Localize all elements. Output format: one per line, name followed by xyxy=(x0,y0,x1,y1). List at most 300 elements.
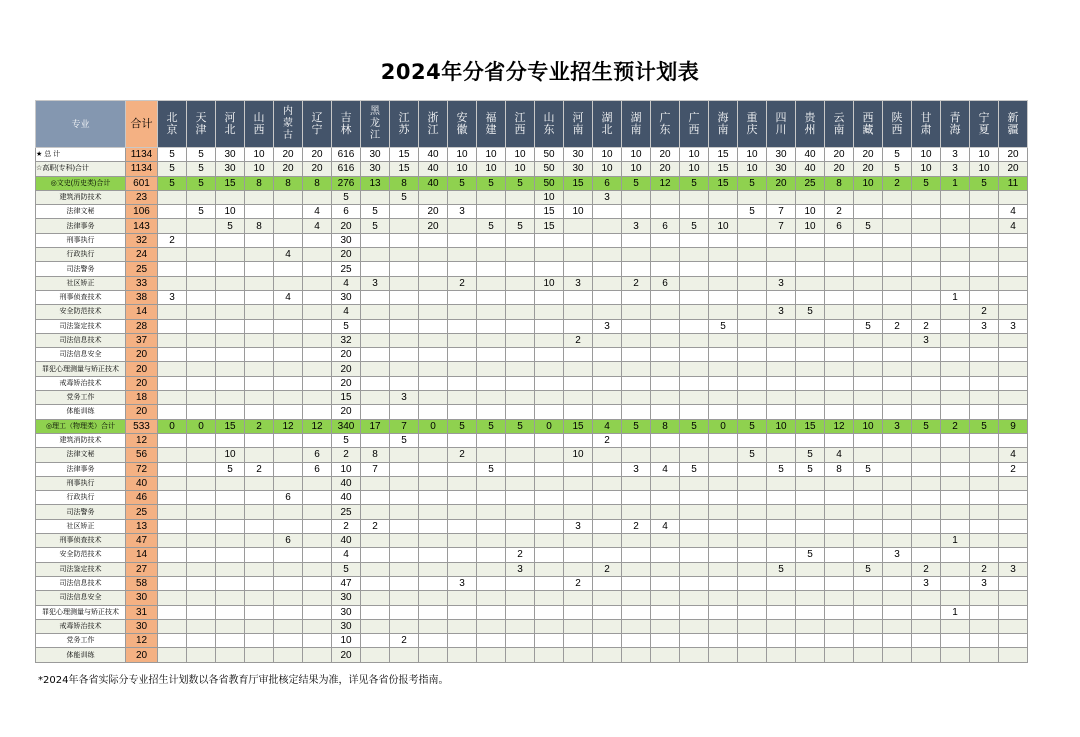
row-cell xyxy=(361,562,390,576)
row-cell: 3 xyxy=(970,319,999,333)
row-cell xyxy=(883,233,912,247)
row-cell xyxy=(448,290,477,304)
row-cell: 32 xyxy=(332,333,361,347)
row-cell: 616 xyxy=(332,148,361,162)
row-cell xyxy=(448,634,477,648)
row-cell xyxy=(274,362,303,376)
row-cell xyxy=(187,548,216,562)
row-cell xyxy=(941,519,970,533)
row-cell xyxy=(622,405,651,419)
header-total: 合计 xyxy=(126,101,158,148)
row-cell xyxy=(535,634,564,648)
row-cell xyxy=(245,233,274,247)
row-cell xyxy=(680,648,709,662)
row-major-name: 法律事务 xyxy=(36,462,126,476)
row-cell: 30 xyxy=(767,162,796,176)
row-cell xyxy=(361,362,390,376)
row-cell xyxy=(535,505,564,519)
header-province xyxy=(738,101,767,148)
row-cell xyxy=(216,562,245,576)
row-cell xyxy=(709,205,738,219)
row-total: 20 xyxy=(126,648,158,662)
row-cell xyxy=(941,333,970,347)
row-cell xyxy=(535,362,564,376)
row-cell xyxy=(158,391,187,405)
row-cell xyxy=(158,576,187,590)
row-cell xyxy=(216,319,245,333)
row-cell: 5 xyxy=(738,205,767,219)
row-cell xyxy=(216,534,245,548)
row-cell xyxy=(970,448,999,462)
row-cell: 5 xyxy=(622,419,651,433)
row-cell xyxy=(158,519,187,533)
row-total: 56 xyxy=(126,448,158,462)
header-province xyxy=(999,101,1028,148)
row-cell xyxy=(651,591,680,605)
row-cell xyxy=(535,319,564,333)
row-cell xyxy=(622,648,651,662)
header-province-text: 新疆 xyxy=(1007,112,1019,136)
row-cell xyxy=(419,233,448,247)
row-cell: 50 xyxy=(535,162,564,176)
row-cell xyxy=(796,591,825,605)
row-cell xyxy=(970,205,999,219)
row-cell xyxy=(506,648,535,662)
header-province xyxy=(970,101,999,148)
row-cell xyxy=(274,376,303,390)
row-cell xyxy=(361,576,390,590)
row-cell xyxy=(651,548,680,562)
row-cell xyxy=(651,433,680,447)
row-cell: 2 xyxy=(593,562,622,576)
row-cell xyxy=(912,491,941,505)
row-cell: 20 xyxy=(419,219,448,233)
row-cell xyxy=(506,248,535,262)
row-major-name: 社区矫正 xyxy=(36,276,126,290)
row-cell xyxy=(883,433,912,447)
row-cell xyxy=(187,219,216,233)
row-cell xyxy=(158,405,187,419)
row-cell xyxy=(883,534,912,548)
row-cell xyxy=(825,319,854,333)
row-cell xyxy=(970,391,999,405)
row-cell: 3 xyxy=(767,305,796,319)
row-total: 25 xyxy=(126,505,158,519)
row-cell xyxy=(535,448,564,462)
row-cell xyxy=(216,591,245,605)
row-cell xyxy=(390,505,419,519)
row-cell xyxy=(477,491,506,505)
row-cell xyxy=(535,605,564,619)
row-cell xyxy=(622,591,651,605)
row-cell xyxy=(477,534,506,548)
row-cell xyxy=(709,591,738,605)
row-cell xyxy=(999,605,1028,619)
row-cell xyxy=(245,205,274,219)
row-cell xyxy=(303,634,332,648)
row-cell xyxy=(883,634,912,648)
header-province xyxy=(448,101,477,148)
row-cell xyxy=(361,262,390,276)
row-cell xyxy=(651,491,680,505)
row-cell xyxy=(245,405,274,419)
row-cell xyxy=(274,190,303,204)
row-cell: 8 xyxy=(825,176,854,190)
row-cell xyxy=(738,634,767,648)
row-cell: 20 xyxy=(825,162,854,176)
row-cell xyxy=(187,319,216,333)
row-cell xyxy=(709,290,738,304)
row-cell: 6 xyxy=(274,534,303,548)
row-cell xyxy=(709,634,738,648)
row-cell xyxy=(535,576,564,590)
row-cell xyxy=(477,362,506,376)
row-major-name: 法律文秘 xyxy=(36,205,126,219)
row-cell: 15 xyxy=(216,419,245,433)
row-cell xyxy=(564,190,593,204)
row-cell xyxy=(419,305,448,319)
row-cell: 5 xyxy=(506,419,535,433)
table-row xyxy=(36,576,1028,590)
header-province xyxy=(767,101,796,148)
row-cell xyxy=(651,505,680,519)
row-cell: 30 xyxy=(216,162,245,176)
row-cell: 3 xyxy=(593,319,622,333)
row-cell xyxy=(419,591,448,605)
row-cell: 3 xyxy=(390,391,419,405)
row-cell xyxy=(767,362,796,376)
row-cell xyxy=(709,262,738,276)
row-cell xyxy=(390,519,419,533)
row-cell xyxy=(970,491,999,505)
row-total: 13 xyxy=(126,519,158,533)
row-cell xyxy=(912,634,941,648)
row-cell xyxy=(477,605,506,619)
row-cell: 10 xyxy=(970,162,999,176)
row-cell: 2 xyxy=(622,519,651,533)
row-cell: 17 xyxy=(361,419,390,433)
header-province xyxy=(651,101,680,148)
row-cell: 20 xyxy=(332,405,361,419)
row-cell xyxy=(767,448,796,462)
row-total: 38 xyxy=(126,290,158,304)
row-cell xyxy=(941,505,970,519)
row-cell xyxy=(796,190,825,204)
row-cell xyxy=(216,276,245,290)
row-cell xyxy=(535,591,564,605)
row-cell xyxy=(187,476,216,490)
row-cell xyxy=(680,362,709,376)
header-province-text: 山东 xyxy=(543,112,555,136)
row-cell xyxy=(651,634,680,648)
row-cell xyxy=(564,233,593,247)
row-cell xyxy=(506,290,535,304)
row-cell xyxy=(912,248,941,262)
row-cell xyxy=(506,505,535,519)
row-cell xyxy=(622,376,651,390)
table-row xyxy=(36,362,1028,376)
row-cell: 5 xyxy=(361,205,390,219)
row-cell xyxy=(651,405,680,419)
row-cell: 7 xyxy=(767,219,796,233)
header-province xyxy=(274,101,303,148)
row-cell xyxy=(303,319,332,333)
row-cell xyxy=(477,262,506,276)
row-cell: 5 xyxy=(477,462,506,476)
header-province xyxy=(709,101,738,148)
header-province xyxy=(390,101,419,148)
row-total: 143 xyxy=(126,219,158,233)
row-cell xyxy=(709,476,738,490)
row-cell xyxy=(622,448,651,462)
row-cell xyxy=(912,219,941,233)
row-cell xyxy=(796,262,825,276)
row-cell xyxy=(274,505,303,519)
row-cell xyxy=(796,519,825,533)
row-cell xyxy=(593,605,622,619)
row-cell xyxy=(709,519,738,533)
row-cell xyxy=(999,376,1028,390)
row-cell xyxy=(970,190,999,204)
row-cell xyxy=(767,576,796,590)
row-cell xyxy=(680,190,709,204)
row-cell xyxy=(796,648,825,662)
row-cell: 7 xyxy=(767,205,796,219)
row-cell xyxy=(477,233,506,247)
row-major-name: 戒毒矫治技术 xyxy=(36,619,126,633)
row-cell xyxy=(883,290,912,304)
row-cell xyxy=(506,491,535,505)
row-cell xyxy=(767,505,796,519)
row-cell: 5 xyxy=(680,462,709,476)
row-cell xyxy=(419,348,448,362)
row-cell: 0 xyxy=(709,419,738,433)
row-cell xyxy=(854,405,883,419)
row-cell xyxy=(593,519,622,533)
row-cell xyxy=(593,491,622,505)
row-cell xyxy=(361,376,390,390)
row-cell: 2 xyxy=(448,276,477,290)
table-row xyxy=(36,276,1028,290)
row-cell xyxy=(448,333,477,347)
row-cell: 5 xyxy=(477,419,506,433)
row-cell xyxy=(419,505,448,519)
row-cell xyxy=(448,362,477,376)
row-cell: 4 xyxy=(303,205,332,219)
row-cell xyxy=(506,348,535,362)
row-cell: 0 xyxy=(187,419,216,433)
row-cell: 15 xyxy=(535,205,564,219)
header-province-text: 重庆 xyxy=(746,112,758,136)
table-row xyxy=(36,391,1028,405)
row-cell: 10 xyxy=(245,162,274,176)
row-cell xyxy=(187,519,216,533)
row-cell xyxy=(970,505,999,519)
row-cell xyxy=(419,548,448,562)
row-cell xyxy=(709,362,738,376)
header-province xyxy=(912,101,941,148)
row-cell xyxy=(216,433,245,447)
row-cell xyxy=(245,576,274,590)
row-cell xyxy=(390,219,419,233)
row-cell: 6 xyxy=(593,176,622,190)
row-cell xyxy=(941,262,970,276)
row-cell: 2 xyxy=(883,176,912,190)
row-cell: 3 xyxy=(622,462,651,476)
row-cell xyxy=(796,276,825,290)
row-cell xyxy=(274,319,303,333)
row-major-name: 行政执行 xyxy=(36,491,126,505)
row-cell xyxy=(970,591,999,605)
row-cell xyxy=(622,576,651,590)
row-cell: 40 xyxy=(796,148,825,162)
row-cell: 12 xyxy=(303,419,332,433)
row-cell xyxy=(187,362,216,376)
row-cell: 7 xyxy=(390,419,419,433)
row-cell xyxy=(709,276,738,290)
row-cell xyxy=(564,319,593,333)
row-cell: 2 xyxy=(825,205,854,219)
row-cell xyxy=(564,362,593,376)
row-cell xyxy=(477,433,506,447)
row-cell xyxy=(361,305,390,319)
row-cell xyxy=(448,591,477,605)
row-cell xyxy=(245,548,274,562)
row-cell xyxy=(274,219,303,233)
row-cell xyxy=(854,262,883,276)
row-cell xyxy=(158,619,187,633)
row-cell: 20 xyxy=(999,148,1028,162)
row-cell xyxy=(506,305,535,319)
row-cell xyxy=(796,405,825,419)
row-major-name: 司法鉴定技术 xyxy=(36,319,126,333)
row-cell xyxy=(709,534,738,548)
row-cell: 3 xyxy=(970,576,999,590)
row-cell xyxy=(216,376,245,390)
row-cell xyxy=(680,605,709,619)
row-cell xyxy=(535,348,564,362)
row-cell: 2 xyxy=(622,276,651,290)
row-cell xyxy=(419,491,448,505)
row-cell xyxy=(593,205,622,219)
row-cell: 20 xyxy=(419,205,448,219)
row-cell xyxy=(854,634,883,648)
row-cell xyxy=(970,648,999,662)
row-cell xyxy=(158,276,187,290)
row-cell: 10 xyxy=(506,148,535,162)
row-cell: 20 xyxy=(332,348,361,362)
row-total: 72 xyxy=(126,462,158,476)
row-cell xyxy=(680,319,709,333)
row-cell: 5 xyxy=(158,176,187,190)
table-row xyxy=(36,462,1028,476)
row-cell xyxy=(245,505,274,519)
row-cell xyxy=(477,476,506,490)
table-row xyxy=(36,305,1028,319)
row-cell xyxy=(651,576,680,590)
row-cell xyxy=(187,462,216,476)
row-major-name: ◎文史(历史类)合计 xyxy=(36,176,126,190)
row-cell xyxy=(941,219,970,233)
row-cell xyxy=(970,534,999,548)
row-cell xyxy=(245,290,274,304)
row-cell xyxy=(303,591,332,605)
row-cell: 2 xyxy=(970,305,999,319)
row-cell xyxy=(187,333,216,347)
row-cell: 1 xyxy=(941,534,970,548)
row-cell xyxy=(883,591,912,605)
row-cell xyxy=(419,619,448,633)
row-cell xyxy=(709,190,738,204)
row-cell xyxy=(506,576,535,590)
row-cell xyxy=(854,519,883,533)
row-cell xyxy=(651,448,680,462)
row-cell: 20 xyxy=(274,162,303,176)
row-cell xyxy=(709,619,738,633)
row-cell xyxy=(767,634,796,648)
row-cell xyxy=(158,219,187,233)
row-cell xyxy=(854,591,883,605)
row-cell xyxy=(970,219,999,233)
row-cell: 4 xyxy=(274,290,303,304)
row-cell xyxy=(709,576,738,590)
header-province-text: 安徽 xyxy=(456,112,468,136)
row-cell xyxy=(390,648,419,662)
row-cell: 15 xyxy=(709,148,738,162)
row-cell: 2 xyxy=(999,462,1028,476)
row-cell: 8 xyxy=(651,419,680,433)
row-cell xyxy=(274,391,303,405)
row-cell xyxy=(999,505,1028,519)
row-cell xyxy=(158,205,187,219)
row-major-name: 社区矫正 xyxy=(36,519,126,533)
row-cell xyxy=(912,548,941,562)
row-major-name: 司法信息技术 xyxy=(36,576,126,590)
row-cell xyxy=(738,534,767,548)
row-cell xyxy=(767,491,796,505)
row-cell xyxy=(361,248,390,262)
row-cell xyxy=(448,262,477,276)
row-cell xyxy=(506,519,535,533)
row-cell xyxy=(419,391,448,405)
row-cell: 3 xyxy=(999,319,1028,333)
row-cell: 20 xyxy=(332,376,361,390)
row-cell: 0 xyxy=(158,419,187,433)
row-cell xyxy=(999,362,1028,376)
row-cell xyxy=(738,619,767,633)
row-cell xyxy=(622,248,651,262)
row-cell xyxy=(970,519,999,533)
row-cell xyxy=(535,233,564,247)
row-cell xyxy=(680,634,709,648)
row-cell: 10 xyxy=(854,176,883,190)
row-cell: 20 xyxy=(332,362,361,376)
row-cell xyxy=(767,605,796,619)
row-cell xyxy=(593,405,622,419)
row-total: 46 xyxy=(126,491,158,505)
row-cell xyxy=(419,634,448,648)
row-cell: 5 xyxy=(912,176,941,190)
row-cell xyxy=(651,290,680,304)
row-cell: 5 xyxy=(709,319,738,333)
row-cell: 276 xyxy=(332,176,361,190)
row-cell xyxy=(912,605,941,619)
row-cell xyxy=(390,548,419,562)
row-cell xyxy=(941,591,970,605)
row-cell: 25 xyxy=(332,505,361,519)
row-cell: 8 xyxy=(390,176,419,190)
header-province-text: 黑龙江 xyxy=(370,106,380,141)
